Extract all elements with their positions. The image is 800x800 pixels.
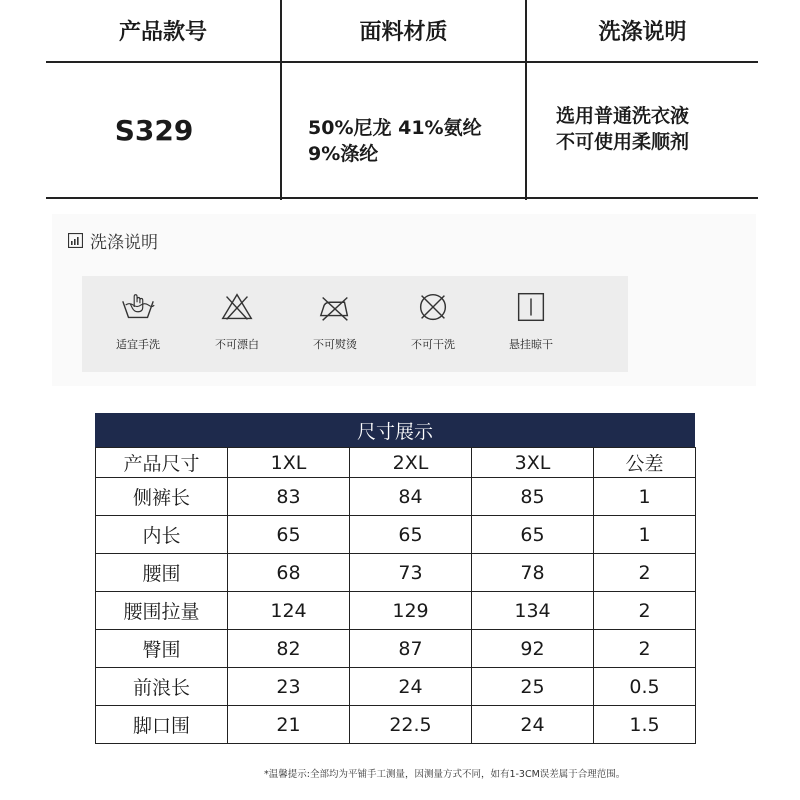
table-cell: 侧裤长 bbox=[96, 478, 228, 516]
hang-dry-icon bbox=[512, 288, 550, 326]
product-code: S329 bbox=[114, 113, 194, 147]
table-cell: 0.5 bbox=[594, 668, 696, 706]
bar-chart-icon bbox=[68, 233, 83, 248]
table-cell: 2 bbox=[594, 630, 696, 668]
table-cell: 臀围 bbox=[96, 630, 228, 668]
header-washing: 洗涤说明 bbox=[598, 20, 687, 45]
table-cell: 腰围拉量 bbox=[96, 592, 228, 630]
column-header: 公差 bbox=[594, 448, 696, 478]
table-cell: 85 bbox=[472, 478, 594, 516]
washing-notes: 选用普通洗衣液 不可使用柔顺剂 bbox=[556, 105, 690, 153]
care-title bbox=[68, 228, 158, 253]
care-label: 不可熨烫 bbox=[313, 338, 357, 351]
table-cell: 124 bbox=[228, 592, 350, 630]
table-cell: 25 bbox=[472, 668, 594, 706]
table-cell: 1.5 bbox=[594, 706, 696, 744]
table-cell: 87 bbox=[350, 630, 472, 668]
care-item-no-dry-clean bbox=[384, 288, 482, 364]
column-header: 3XL bbox=[472, 448, 594, 478]
table-cell: 134 bbox=[472, 592, 594, 630]
table-row bbox=[96, 478, 696, 516]
column-header: 2XL bbox=[350, 448, 472, 478]
table-cell: 前浪长 bbox=[96, 668, 228, 706]
care-item-hand-wash bbox=[89, 288, 187, 364]
care-item-no-bleach bbox=[188, 288, 286, 364]
table-cell: 22.5 bbox=[350, 706, 472, 744]
column-header: 产品尺寸 bbox=[96, 448, 228, 478]
table-cell: 73 bbox=[350, 554, 472, 592]
no-iron-icon bbox=[316, 288, 354, 326]
table-cell: 129 bbox=[350, 592, 472, 630]
size-grid bbox=[95, 447, 696, 744]
hand-wash-icon bbox=[119, 288, 157, 326]
table-cell: 内长 bbox=[96, 516, 228, 554]
measurement-note: *温馨提示:全部均为平铺手工测量，因测量方式不同，如有1-3CM误差属于合理范围。 bbox=[264, 769, 626, 780]
table-cell: 65 bbox=[228, 516, 350, 554]
table-row bbox=[96, 630, 696, 668]
care-label: 不可漂白 bbox=[215, 338, 259, 351]
table-cell: 脚口围 bbox=[96, 706, 228, 744]
table-cell: 腰围 bbox=[96, 554, 228, 592]
table-cell: 68 bbox=[228, 554, 350, 592]
table-cell: 1 bbox=[594, 478, 696, 516]
size-table-title: 尺寸展示 bbox=[95, 413, 695, 447]
table-cell: 2 bbox=[594, 554, 696, 592]
table-row bbox=[96, 706, 696, 744]
table-cell: 65 bbox=[472, 516, 594, 554]
table-cell: 83 bbox=[228, 478, 350, 516]
table-row bbox=[96, 516, 696, 554]
table-cell: 1 bbox=[594, 516, 696, 554]
table-cell: 23 bbox=[228, 668, 350, 706]
table-cell: 82 bbox=[228, 630, 350, 668]
table-cell: 84 bbox=[350, 478, 472, 516]
table-cell: 2 bbox=[594, 592, 696, 630]
header-fabric: 面料材质 bbox=[359, 20, 448, 45]
care-label: 悬挂晾干 bbox=[509, 338, 553, 351]
table-cell: 24 bbox=[350, 668, 472, 706]
care-title-text: 洗涤说明 bbox=[90, 233, 158, 253]
care-item-no-iron bbox=[286, 288, 384, 364]
care-section bbox=[52, 214, 756, 386]
table-row bbox=[96, 668, 696, 706]
care-label: 不可干洗 bbox=[411, 338, 455, 351]
table-cell: 21 bbox=[228, 706, 350, 744]
care-item-hang-dry bbox=[482, 288, 580, 364]
table-row bbox=[96, 592, 696, 630]
header-product-code: 产品款号 bbox=[118, 20, 207, 45]
table-cell: 92 bbox=[472, 630, 594, 668]
fabric-material: 50%尼龙 41%氨纶 9%涤纶 bbox=[308, 117, 482, 165]
table-cell: 65 bbox=[350, 516, 472, 554]
table-row bbox=[96, 554, 696, 592]
table-cell: 24 bbox=[472, 706, 594, 744]
product-info-table bbox=[46, 0, 758, 200]
size-header-row bbox=[96, 448, 696, 478]
no-bleach-icon bbox=[218, 288, 256, 326]
table-cell: 78 bbox=[472, 554, 594, 592]
care-label: 适宜手洗 bbox=[116, 338, 160, 351]
column-header: 1XL bbox=[228, 448, 350, 478]
care-icons-panel bbox=[82, 276, 628, 372]
no-dry-clean-icon bbox=[414, 288, 452, 326]
size-table bbox=[95, 413, 695, 744]
